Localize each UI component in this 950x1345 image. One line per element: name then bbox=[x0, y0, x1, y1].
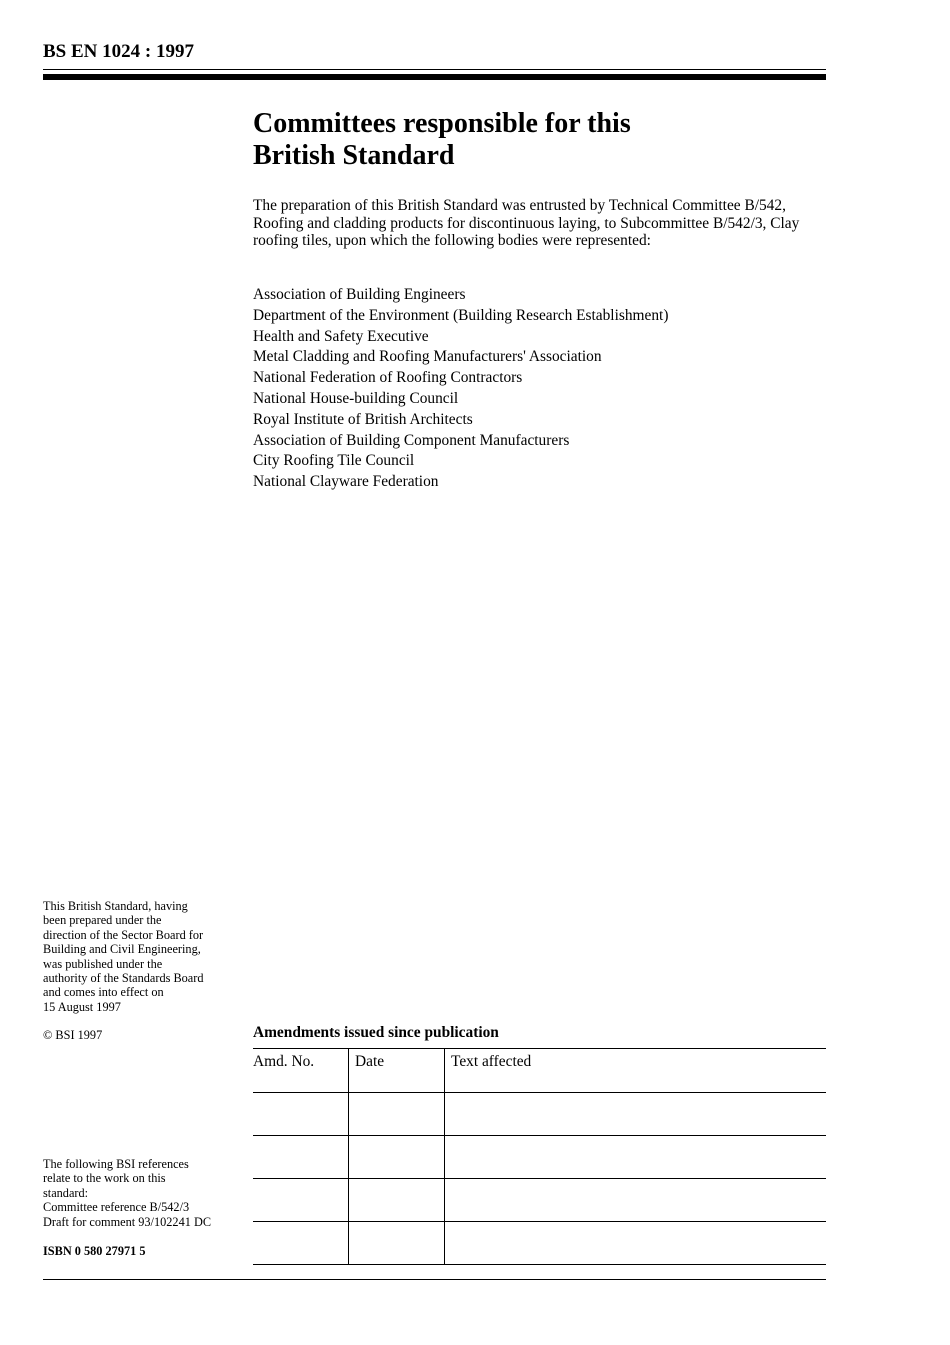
body-item: Royal Institute of British Architects bbox=[253, 410, 473, 428]
table-cell bbox=[445, 1093, 827, 1136]
publication-note-line: 15 August 1997 bbox=[43, 999, 121, 1014]
column-header-text-affected: Text affected bbox=[445, 1049, 827, 1093]
bsi-reference-line: relate to the work on this bbox=[43, 1171, 166, 1186]
bsi-reference-line: The following BSI references bbox=[43, 1157, 189, 1171]
table-cell bbox=[349, 1222, 445, 1265]
publication-note-line: Building and Civil Engineering, bbox=[43, 942, 201, 957]
body-item: National Federation of Roofing Contractors bbox=[253, 369, 523, 387]
isbn: ISBN 0 580 27971 5 bbox=[43, 1244, 146, 1258]
table-row bbox=[253, 1179, 826, 1222]
table-cell bbox=[253, 1222, 349, 1265]
bsi-reference-line: standard: bbox=[43, 1185, 89, 1200]
publication-note-line: direction of the Sector Board for bbox=[43, 927, 204, 942]
amendments-title: Amendments issued since publication bbox=[253, 1024, 499, 1041]
table-cell bbox=[349, 1093, 445, 1136]
body-item: Association of Building Component Manufacturers bbox=[253, 431, 570, 449]
column-header-date: Date bbox=[349, 1049, 445, 1093]
amendments-header-row bbox=[253, 1049, 826, 1093]
table-row bbox=[253, 1136, 826, 1179]
body-item: Department of the Environment (Building Research Establishment) bbox=[253, 306, 669, 324]
represented-bodies-list bbox=[253, 285, 826, 493]
table-cell bbox=[445, 1136, 827, 1179]
footer-rule bbox=[43, 1279, 826, 1280]
body-item: Association of Building Engineers bbox=[253, 286, 466, 303]
bsi-reference-line: Draft for comment 93/102241 DC bbox=[43, 1214, 212, 1229]
header-rule-thin bbox=[43, 69, 826, 70]
table-cell bbox=[253, 1179, 349, 1222]
publication-note bbox=[43, 899, 238, 1014]
publication-note-line: was published under the bbox=[43, 956, 163, 971]
body-item: National Clayware Federation bbox=[253, 473, 439, 491]
table-row bbox=[253, 1222, 826, 1265]
publication-note-line: authority of the Standards Board bbox=[43, 971, 204, 986]
page-title bbox=[253, 108, 823, 172]
body-item: City Roofing Tile Council bbox=[253, 452, 415, 470]
copyright-notice: © BSI 1997 bbox=[43, 1028, 103, 1042]
table-cell bbox=[445, 1179, 827, 1222]
publication-note-line: This British Standard, having bbox=[43, 899, 188, 913]
table-cell bbox=[445, 1222, 827, 1265]
table-cell bbox=[349, 1136, 445, 1179]
body-item: National House-building Council bbox=[253, 389, 459, 407]
header-rule-thick bbox=[43, 74, 826, 80]
document-code: BS EN 1024 : 1997 bbox=[43, 41, 194, 62]
bsi-reference-line: Committee reference B/542/3 bbox=[43, 1200, 190, 1215]
bsi-references bbox=[43, 1157, 238, 1229]
body-item: Metal Cladding and Roofing Manufacturers' Association bbox=[253, 348, 602, 366]
table-row bbox=[253, 1093, 826, 1136]
table-cell bbox=[349, 1179, 445, 1222]
intro-paragraph: The preparation of this British Standard was entrusted by Technical Committee B/542, Roofing and cladding products for discontinuous laying, to Subcommittee B/542/3, Clay roofing tiles, upon which the following bodies were represented: bbox=[253, 197, 800, 250]
page-title-line-1: Committees responsible for this bbox=[253, 108, 631, 139]
table-cell bbox=[253, 1136, 349, 1179]
table-cell bbox=[253, 1093, 349, 1136]
body-item: Health and Safety Executive bbox=[253, 327, 429, 345]
page-title-line-2: British Standard bbox=[253, 140, 455, 171]
publication-note-line: been prepared under the bbox=[43, 913, 162, 928]
column-header-amd-no: Amd. No. bbox=[253, 1049, 349, 1093]
publication-note-line: and comes into effect on bbox=[43, 985, 164, 1000]
amendments-table bbox=[253, 1048, 826, 1265]
